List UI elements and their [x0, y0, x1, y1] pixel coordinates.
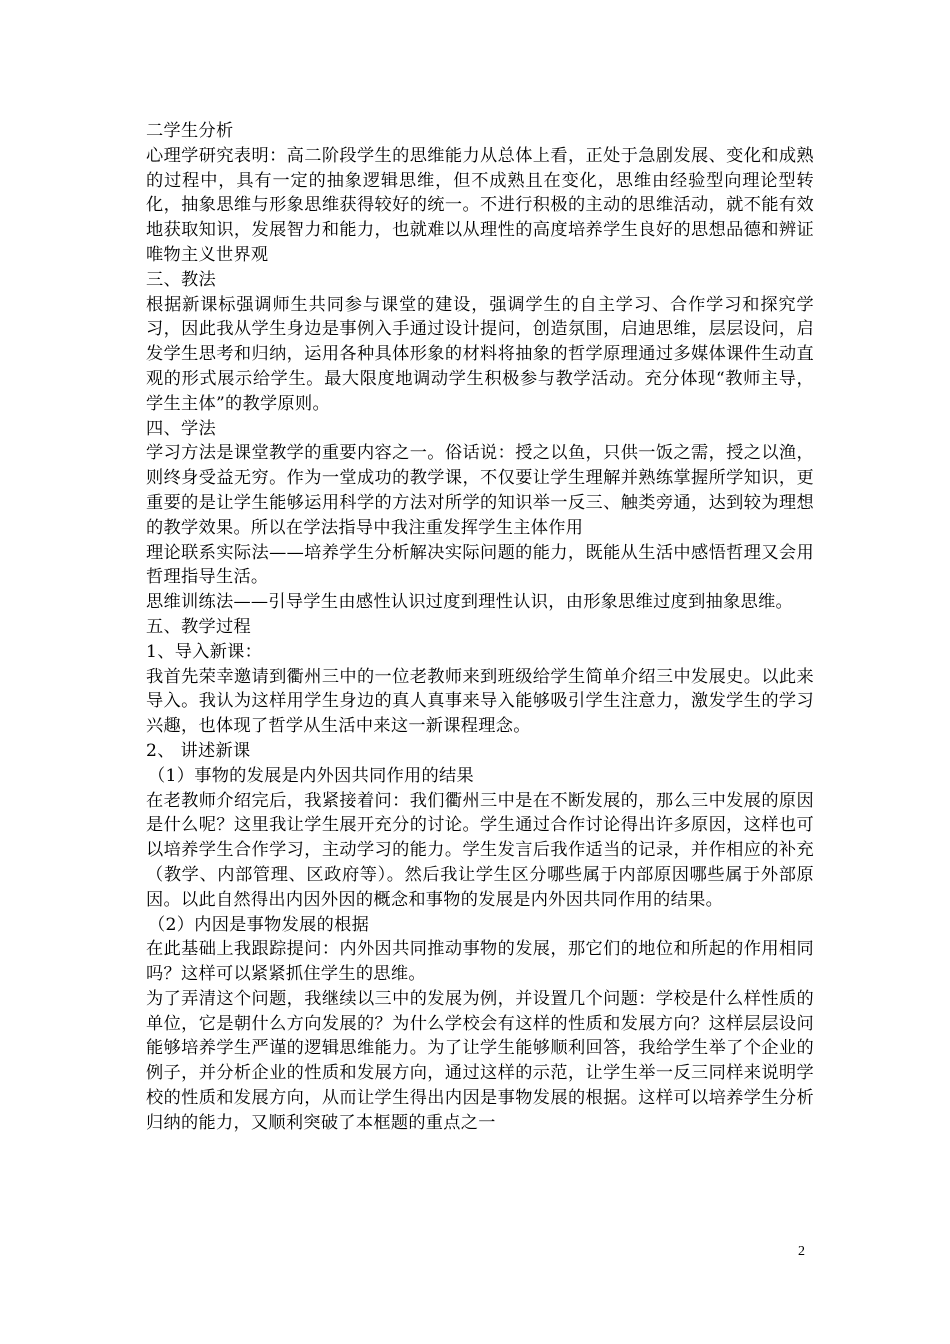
page-number: 2: [798, 1244, 805, 1259]
document-body: [146, 119, 814, 1136]
section-heading-teaching-method: 三、教法: [146, 269, 216, 290]
paragraph-student-analysis: 心理学研究表明：高二阶段学生的思维能力从总体上看，正处于急剧发展、变化和成熟的过程中，具有一定的抽象逻辑思维，但不成熟且在变化，思维由经验型向理论型转化，抽象思维与形象思维获得较好的统一。不进行积极的主动的思维活动，就不能有效地获取知识，发展智力和能力，也就难以从理性的高度培养学生良好的思想品德和辨证唯物主义世界观: [146, 145, 814, 265]
paragraph-teaching-method: 根据新课标强调师生共同参与课堂的建设，强调学生的自主学习、合作学习和探究学习，因此我从学生身边是事例入手通过设计提问，创造氛围，启迪思维，层层设问，启发学生思考和归纳，运用各种具体形象的材料将抽象的哲学原理通过多媒体课件生动直观的形式展示给学生。最大限度地调动学生积极参与教学活动。充分体现“教师主导，学生主体”的教学原则。: [146, 294, 814, 414]
paragraph-theory-practice: 理论联系实际法——培养学生分析解决实际问题的能力，既能从生活中感悟哲理又会用哲理指导生活。: [146, 542, 814, 588]
paragraph-point-2-question: 在此基础上我跟踪提问：内外因共同推动事物的发展，那它们的地位和所起的作用相同吗？这样可以紧紧抓住学生的思维。: [146, 939, 814, 985]
section-heading-learning-method: 四、学法: [146, 418, 216, 439]
subheading-new-lesson: 2、 讲述新课: [146, 740, 251, 761]
subheading-intro: 1、导入新课：: [146, 641, 263, 662]
subheading-point-1: （1）事物的发展是内外因共同作用的结果: [148, 765, 475, 786]
paragraph-thinking-training: 思维训练法——引导学生由感性认识过度到理性认识，由形象思维过度到抽象思维。: [146, 592, 794, 613]
subheading-point-2: （2）内因是事物发展的根据: [148, 914, 370, 935]
paragraph-learning-method: 学习方法是课堂教学的重要内容之一。俗话说：授之以鱼，只供一饭之需，授之以渔，则终身受益无穷。作为一堂成功的教学课，不仅要让学生理解并熟练掌握所学知识，更重要的是让学生能够运用科学的方法对所学的知识举一反三、触类旁通，达到较为理想的教学效果。所以在学法指导中我注重发挥学生主体作用: [146, 443, 814, 538]
paragraph-intro: 我首先荣幸邀请到衢州三中的一位老教师来到班级给学生简单介绍三中发展史。以此来导入。我认为这样用学生身边的真人真事来导入能够吸引学生注意力，激发学生的学习兴趣，也体现了哲学从生活中来这一新课程理念。: [146, 666, 814, 737]
section-heading-teaching-process: 五、教学过程: [146, 616, 251, 637]
paragraph-point-1: 在老教师介绍完后，我紧接着问：我们衢州三中是在不断发展的，那么三中发展的原因是什么呢？这里我让学生展开充分的讨论。学生通过合作讨论得出许多原因，这样也可以培养学生合作学习，主动学习的能力。学生发言后我作适当的记录，并作相应的补充（教学、内部管理、区政府等）。然后我让学生区分哪些属于内部原因哪些属于外部原因。以此自然得出内因外因的概念和事物的发展是内外因共同作用的结果。: [146, 790, 814, 910]
section-heading-student-analysis: 二学生分析: [146, 121, 234, 141]
paragraph-point-2-detail: 为了弄清这个问题，我继续以三中的发展为例，并设置几个问题：学校是什么样性质的单位，它是朝什么方向发展的？为什么学校会有这样的性质和发展方向？这样层层设问能够培养学生严谨的逻辑思维能力。为了让学生能够顺利回答，我给学生举了个企业的例子，并分析企业的性质和发展方向，通过这样的示范，让学生举一反三同样来说明学校的性质和发展方向，从而让学生得出内因是事物发展的根据。这样可以培养学生分析归纳的能力，又顺利突破了本框题的重点之一: [146, 988, 814, 1133]
